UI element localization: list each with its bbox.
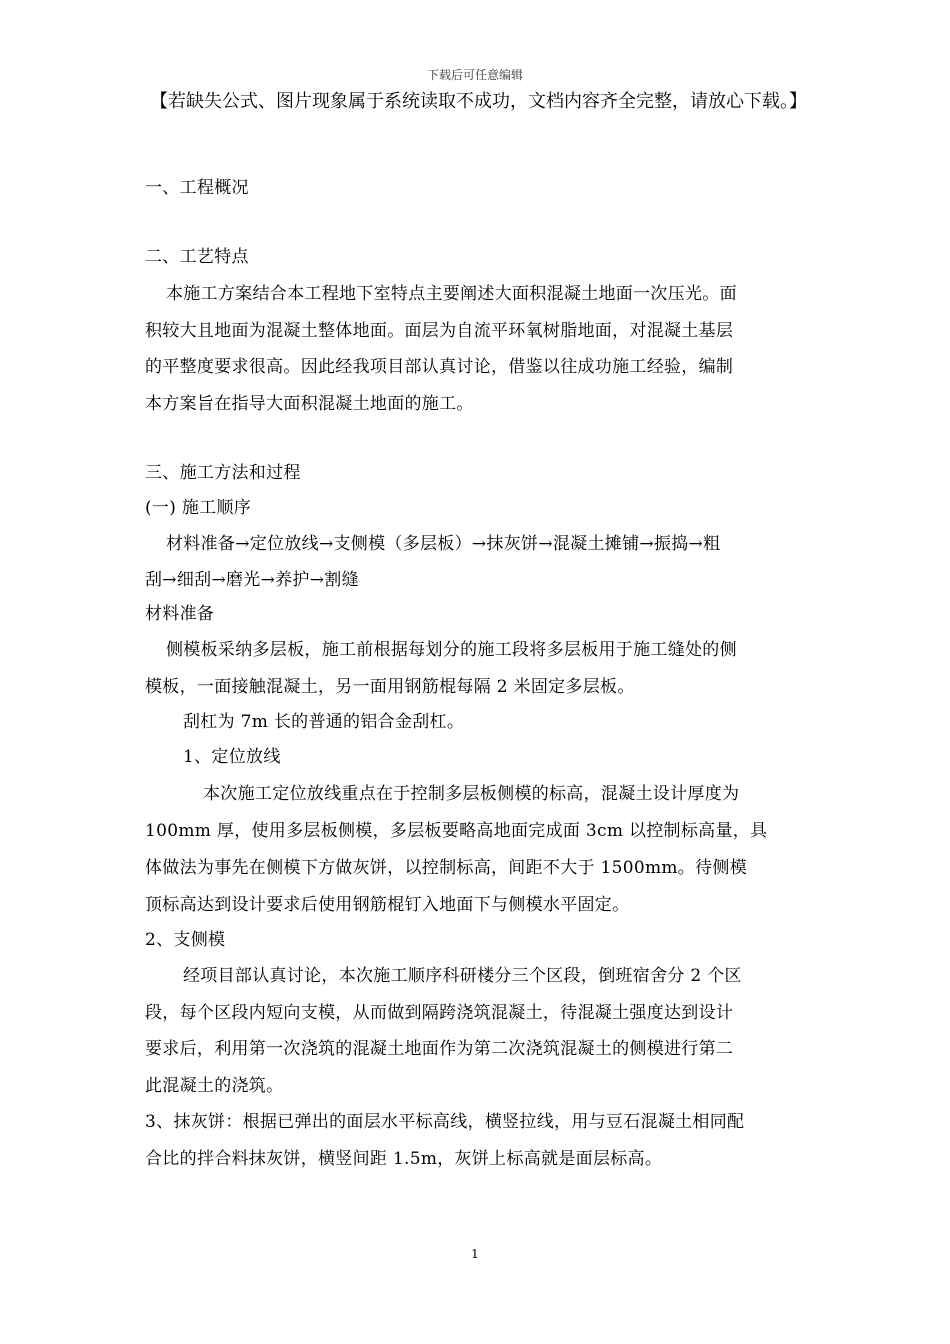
item-heading-side-form: 2、支侧模: [145, 930, 226, 950]
paragraph-line: 本施工方案结合本工程地下室特点主要阐述大面积混凝土地面一次压光。面: [166, 284, 737, 304]
paragraph-line: 体做法为事先在侧模下方做灰饼，以控制标高，间距不大于 1500mm。待侧模: [145, 858, 748, 878]
paragraph-line: 要求后，利用第一次浇筑的混凝土地面作为第二次浇筑混凝土的侧模进行第二: [145, 1039, 734, 1059]
page-number: 1: [471, 1247, 479, 1261]
section-heading-features: 二、工艺特点: [145, 247, 249, 267]
section-heading-methods: 三、施工方法和过程: [145, 463, 301, 483]
paragraph-line: 此混凝土的浇筑。: [145, 1076, 284, 1096]
paragraph-line: 顶标高达到设计要求后使用钢筋棍钉入地面下与侧模水平固定。: [145, 895, 630, 915]
subsection-heading-sequence: (一) 施工顺序: [145, 498, 252, 518]
paragraph-line: 100mm 厚，使用多层板侧模，多层板要略高地面完成面 3cm 以控制标高量，具: [145, 821, 768, 841]
paragraph-line: 模板，一面接触混凝土，另一面用钢筋棍每隔 2 米固定多层板。: [145, 677, 635, 697]
paragraph-line: 的平整度要求很高。因此经我项目部认真讨论，借鉴以往成功施工经验，编制: [145, 357, 734, 377]
paragraph-line: 材料准备→定位放线→支侧模（多层板）→抹灰饼→混凝土摊铺→振捣→粗: [166, 534, 721, 554]
paragraph-line: 刮杠为 7m 长的普通的铝合金刮杠。: [183, 712, 465, 732]
paragraph-line: 刮→细刮→磨光→养护→割缝: [145, 570, 359, 590]
item-heading-positioning: 1、定位放线: [183, 747, 281, 767]
item-heading-plaster-cake: 3、抹灰饼：根据已弹出的面层水平标高线，横竖拉线，用与豆石混凝土相同配: [145, 1112, 745, 1132]
download-notice: 【若缺失公式、图片现象属于系统读取不成功，文档内容齐全完整，请放心下载。】: [150, 91, 807, 112]
paragraph-line: 经项目部认真讨论，本次施工顺序科研楼分三个区段，倒班宿舍分 2 个区: [183, 966, 742, 986]
paragraph-line: 侧模板采纳多层板，施工前根据每划分的施工段将多层板用于施工缝处的侧: [166, 640, 737, 660]
paragraph-line: 积较大且地面为混凝土整体地面。面层为自流平环氧树脂地面，对混凝土基层: [145, 321, 734, 341]
section-heading-overview: 一、工程概况: [145, 178, 249, 198]
subheading-materials: 材料准备: [145, 604, 215, 624]
paragraph-line: 本次施工定位放线重点在于控制多层板侧模的标高，混凝土设计厚度为: [203, 784, 740, 804]
header-note: 下载后可任意编辑: [426, 68, 523, 82]
paragraph-line: 段，每个区段内短向支模，从而做到隔跨浇筑混凝土，待混凝土强度达到设计: [145, 1003, 734, 1023]
paragraph-line: 本方案旨在指导大面积混凝土地面的施工。: [145, 394, 474, 414]
paragraph-line: 合比的拌合料抹灰饼，横竖间距 1.5m，灰饼上标高就是面层标高。: [145, 1149, 663, 1169]
